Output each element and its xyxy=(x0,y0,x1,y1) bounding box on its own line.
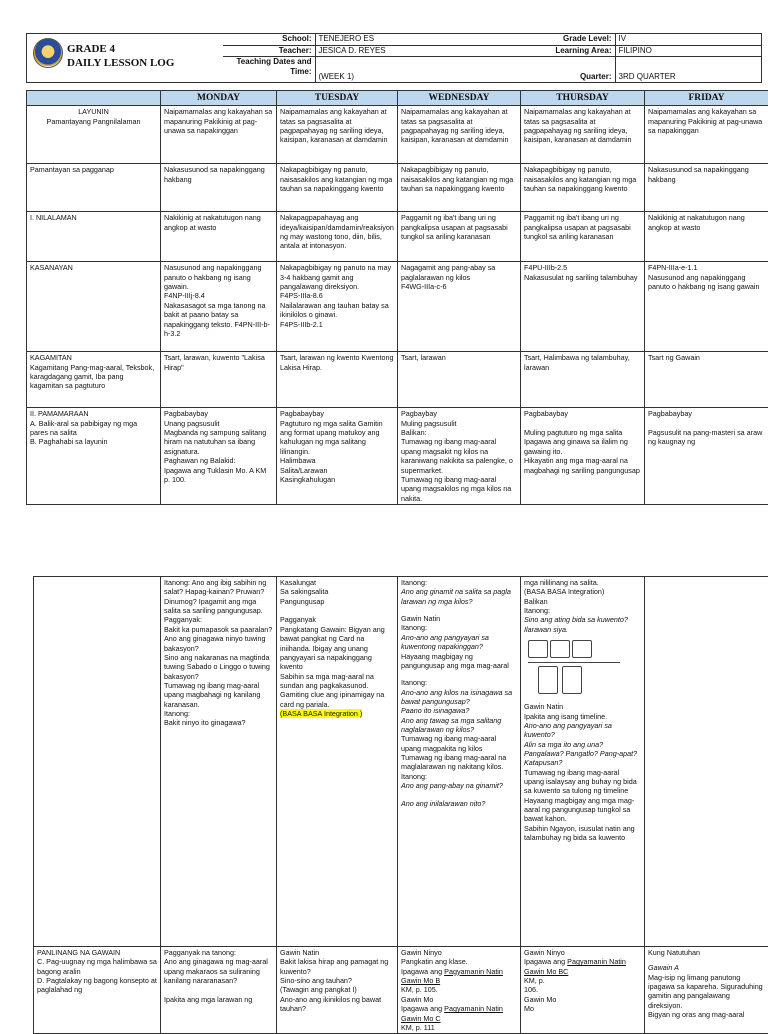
pw-u1: Pagyamanin Natin Gawin Mo B xyxy=(401,967,503,985)
cont-wed-line: Ano ang tawag sa mga salitang naglalarawan ng kilos? xyxy=(401,716,517,735)
lesson-cell: F4PN-IIIa-e-1.1 Nasusunod ang napakinggang panuto o hakbang ng isang gawain xyxy=(645,262,768,352)
cont-thu-line: Ano-ano ang pangyayari sa kuwento? xyxy=(524,721,641,740)
panlinang-monday: Pagganyak na tanong: Ano ang ginagawa ng mag-aaral upang makaraos sa suliraning kanilang nararanasan? Ipakita ang mga larawan ng xyxy=(161,947,277,1034)
lesson-cell: Nakapagbibigay ng panuto, naisasakilos ang katangian ng mga tauhan sa napakinggang kwento xyxy=(277,164,398,212)
cont-wed-line: Hayaang magbigay ng pangungusap ang mga mag-aaral xyxy=(401,652,517,671)
cont-thu-line: Hayaang magbigay ang mga mag-aaral ng pangungusap tungkol sa bawat kahon. xyxy=(524,796,641,824)
cont-thu-line: Ipakita ang isang timeline. xyxy=(524,712,641,721)
cont-wed-line: Ano ang pang-abay na ginamit? xyxy=(401,781,517,790)
corner-cell xyxy=(27,91,161,106)
day-header: FRIDAY xyxy=(645,91,768,106)
cont-wed-line: Itanong: xyxy=(401,772,517,781)
panlinang-table xyxy=(33,946,768,1034)
lesson-cell: Pagbabaybay Muling pagtuturo ng mga salita Ipagawa ang ginawa sa ilalim ng gawaing ito. Hikayatin ang mga mag-aaral na magbahagi ng sariling pangungusap xyxy=(521,408,645,505)
day-header: MONDAY xyxy=(161,91,277,106)
cont-thursday-text: mga nililinang na salita. (BASA BASA Integration) Balikan Itanong: xyxy=(524,578,641,615)
row-label: Pamantayan sa pagganap xyxy=(27,164,161,212)
lesson-cell: Pagbabaybay Unang pagsusulit Magbanda ng sampung salitang hiram na natutuhan sa ibang asignatura. Paghawan ng Balakid: Ipagawa ang Tuklasin Mo. A KM p. 100. xyxy=(161,408,277,505)
teacher-label: Teacher: xyxy=(223,45,315,57)
lesson-cell: Nagagamit ang pang-abay sa paglalarawan ng kilos F4WG-IIIa-c-6 xyxy=(398,262,521,352)
cont-wed-line: Ano ang ginamit na salita sa pagla larawan ng mga kilos? xyxy=(401,587,517,606)
dates-label: Teaching Dates and Time: xyxy=(223,57,315,82)
lesson-cell: Naipamamalas ang kakayahan at tatas sa pagsasalita at pagpapahayag ng sariling ideya, kaisipan, karanasan at damdamin xyxy=(521,106,645,164)
row-label: I. NILALAMAN xyxy=(27,212,161,262)
panlinang-thursday xyxy=(521,947,645,1034)
log-title: DAILY LESSON LOG xyxy=(67,57,174,71)
day-header-row xyxy=(27,91,768,106)
pw-u2: Pagyamanin Natin Gawin Mo C xyxy=(401,1004,503,1022)
timeline-diagram xyxy=(524,640,624,696)
lesson-cell: Nakapagbibigay ng panuto, naisasakilos ang katangian ng mga tauhan sa napakinggang kwento xyxy=(398,164,521,212)
title-block xyxy=(67,43,174,71)
lesson-table xyxy=(26,90,768,505)
lesson-cell: Nakikinig at nakatutugon nang angkop at wasto xyxy=(645,212,768,262)
lesson-cell: Naipamamalas ang kakayahan at tatas sa pagsasalita at pagpapahayag ng sariling ideya, kaisipan, karanasan at damdamin xyxy=(277,106,398,164)
lesson-cell: Tsart, larawan xyxy=(398,352,521,408)
lesson-cell: Tsart, Halimbawa ng talambuhay, larawan xyxy=(521,352,645,408)
cont-wed-line: Gawin Natin xyxy=(401,614,517,623)
day-header: TUESDAY xyxy=(277,91,398,106)
cont-tuesday-text: Kasalungat Sa sakingsalita Pangungusap Pagganyak Pangkatang Gawain: Bigyan ang bawat pangkat ng Card na iniihanda. Ibigay ang unang pangyayari sa napakinggang kwento Sabihin sa mga mag-aaral na sundan ang pagkakasunod. Gamiting clue ang ipinamigay na card ng pariala. xyxy=(280,578,394,709)
school-label: School: xyxy=(223,34,315,46)
cont-wed-line: Ano-ano ang kilos na isinagawa sa bawat pangungusap? xyxy=(401,688,517,707)
lesson-cell: Naipamamalas ang kakayahan sa mapanuring Pakikinig at pag-unawa sa napakinggan xyxy=(161,106,277,164)
quarter-value: 3RD QUARTER xyxy=(615,57,762,82)
lesson-row xyxy=(27,352,768,408)
day-header: THURSDAY xyxy=(521,91,645,106)
panlinang-wednesday xyxy=(398,947,521,1034)
lesson-cell: Nasusunod ang napakinggang panuto o hakbang ng isang gawain. F4NP-IIIj-8.4 Nakasasagot sa mga tanong na bakit at paano batay sa napakinggang teksto. F4PN-III-b-h-3.2 xyxy=(161,262,277,352)
cont-wed-line xyxy=(401,606,517,614)
basa-integration-highlight: (BASA BASA Integration ) xyxy=(280,709,362,718)
row-label: II. PAMAMARAAN A. Balik-aral sa pabibigay ng mga pares na salita B. Paghahabi sa layunin xyxy=(27,408,161,505)
lesson-cell: Paggamit ng iba't ibang uri ng pangkalipsa usapan at pagsasabi tungkol sa ariling karanasan xyxy=(521,212,645,262)
timeline-box xyxy=(572,640,592,658)
cont-wed-line xyxy=(401,791,517,799)
lesson-cell: Tsart ng Gawain xyxy=(645,352,768,408)
day-header: WEDNESDAY xyxy=(398,91,521,106)
pf-text: Mag-isip ng limang panutong ipagawa sa kapareha. Siguraduhing gamitin ang pangalawang direksiyon. Bigyan ng oras ang mag-aaral xyxy=(648,973,765,1020)
lesson-cell: Pagbabaybay Pagtuturo ng mga salita Gamitin ang format upang matukoy ang kahulugan ng mga salitang lilinangin. Halimbawa Salita/Larawan Kasingkahulugan xyxy=(277,408,398,505)
timeline-line xyxy=(528,662,620,663)
cont-friday xyxy=(645,577,768,947)
grade-title: GRADE 4 xyxy=(67,43,174,57)
cont-tuesday xyxy=(277,577,398,947)
cont-thu-line: Sabihin Ngayon, isusulat natin ang talambuhay ng bida sa kuwento xyxy=(524,824,641,843)
lesson-row xyxy=(27,408,768,505)
grade-level-label: Grade Level: xyxy=(505,34,615,46)
lesson-cell: Pagbaybay Muling pagsusulit Balikan: Tumawag ng ibang mag-aaral upang magsakit ng kilos na karaniwang nakikita sa palengke, o supermarket. Tumawag ng ibang mag-aaral upang magsakilos ng mga kilos na nakita. xyxy=(398,408,521,505)
cont-label-cell xyxy=(34,577,161,947)
cont-wed-line: Tumawag ng ibang mag-aaral upang magpakita ng kilos xyxy=(401,734,517,753)
pw-post: KM, p. 111 xyxy=(401,1023,435,1032)
timeline-box xyxy=(528,640,548,658)
cont-thu-line: Alin sa mga ito ang una? Pangalawa? Pangatlo? Pang-apat? Katapusan? xyxy=(524,740,641,768)
week-value: (WEEK 1) xyxy=(315,57,505,82)
cont-wed-line xyxy=(401,670,517,678)
row-label: KASANAYAN xyxy=(27,262,161,352)
cont-thu-line: Gawin Natin xyxy=(524,702,641,711)
row-label: KAGAMITAN Kagamitang Pang-mag-aaral, Teksbok, karagdagang gamit, Iba pang kagamitan sa pagtuturo xyxy=(27,352,161,408)
cont-wed-line: Itanong: xyxy=(401,578,517,587)
quarter-label: Quarter: xyxy=(505,57,615,82)
panlinang-tuesday: Gawin Natin Bakit lakisa hirap ang pamagat ng kuwento? Sino-sino ang tauhan? (Tawagin ang pangkat I) Ano-ano ang ikinikilos ng bawat tauhan? xyxy=(277,947,398,1034)
teacher-value: JESICA D. REYES xyxy=(315,45,505,57)
cont-wed-line: Ano ang inilalarawan nito? xyxy=(401,799,517,808)
cont-wednesday xyxy=(398,577,521,947)
row-label: LAYUNIN Pamantayang Pangnilalaman xyxy=(27,106,161,164)
lesson-row xyxy=(27,262,768,352)
pt-post: KM, p. 106. Gawin Mo Mo xyxy=(524,976,556,1013)
cont-wed-line: Ano-ano ang pangyayari sa kuwentong napakinggan? xyxy=(401,633,517,652)
timeline-box xyxy=(562,666,582,694)
cont-thursday xyxy=(521,577,645,947)
lesson-row xyxy=(27,164,768,212)
cont-wed-line: Paano ito isinagawa? xyxy=(401,706,517,715)
pt-u: Pagyamanin Natin Gawin Mo BC xyxy=(524,957,626,975)
header-block xyxy=(26,33,762,83)
lesson-row xyxy=(27,212,768,262)
lesson-cell: F4PU-IIIb-2.5 Nakasusulat ng sariling talambuhay xyxy=(521,262,645,352)
pt-pre: Gawin Ninyo Ipagawa ang xyxy=(524,948,567,966)
lesson-cell: Naipamamalas ang kakayahan sa mapanuring Pakikinig at pag-unawa sa napakinggan xyxy=(645,106,768,164)
panlinang-row xyxy=(34,947,768,1034)
lesson-cell: Pagbabaybay Pagsusulit na pang-masteri sa araw ng kaugnay ng xyxy=(645,408,768,505)
lesson-cell: Nakasusunod sa napakinggang hakbang xyxy=(645,164,768,212)
continuation-table xyxy=(33,576,768,947)
timeline-box xyxy=(538,666,558,694)
cont-monday: Itanong: Ano ang ibig sabihin ng salat? Hapag-kainan? Pruwan? Dinumog? Ipagamit ang mga salita sa sariling pangungusap. Pagganyak: Bakit ka pumapasok sa paaralan? Ano ang ginagawa ninyo tuwing bakasyon? Sino ang nakaranas na magtinda tuwing Sabado o Linggo o tuwing bakasyon? Tumawag ng ibang mag-aaral upang magbahagi ng kanilang karanasan. Itanong: Bakit ninyo ito ginagawa? xyxy=(161,577,277,947)
lesson-cell: Tsart, larawan, kuwento "Lakisa Hirap" xyxy=(161,352,277,408)
timeline-box xyxy=(550,640,570,658)
lesson-cell: Nakasusunod sa napakinggang hakbang xyxy=(161,164,277,212)
panlinang-friday xyxy=(645,947,768,1034)
grade-level-value: IV xyxy=(615,34,762,46)
continuation-row xyxy=(34,577,768,947)
cont-thursday-steps xyxy=(524,702,641,842)
area-label: Learning Area: xyxy=(505,45,615,57)
lesson-cell: Nakapagbibigay ng panuto, naisasakilos ang katangian ng mga tauhan sa napakinggang kwento xyxy=(521,164,645,212)
cont-wed-line: Itanong: xyxy=(401,623,517,632)
cont-thu-line: Tumawag ng ibang mag-aaral upang isalaysay ang buhay ng bida sa kuwento sa tulong ng timeline xyxy=(524,768,641,796)
school-value: TENEJERO ES xyxy=(315,34,505,46)
pw-mid: KM, p. 105. Gawin Mo Ipagawa ang xyxy=(401,985,444,1013)
pw-pre: Gawin Ninyo Pangkatin ang klase. Ipagawa ang xyxy=(401,948,468,976)
cont-wed-line: Itanong: xyxy=(401,678,517,687)
deped-seal-icon xyxy=(33,38,63,68)
pf-title: Kung Natutuhan xyxy=(648,948,765,957)
lesson-cell: Nakapagbibigay ng panuto na may 3-4 hakbang gamit ang pangalawang direksiyon. F4PS-IIIa-8.6 Nailalarawan ang tauhan batay sa ikinikilos o ginawi. F4PS-IIIb-2.1 xyxy=(277,262,398,352)
cont-thursday-question: Sino ang ating bida sa kuwento? Ilarawan siya. xyxy=(524,615,641,634)
area-value: FILIPINO xyxy=(615,45,762,57)
lesson-cell: Nakapagpapahayag ang ideya/kaisipan/damdamin/reaksiyon ng may wastong tono, diin, bilis, antala at intonasyon. xyxy=(277,212,398,262)
lesson-cell: Naipamamalas ang kakayahan at tatas sa pagsasalita at pagpapahayag ng sariling ideya, kaisipan, karanasan at damdamin xyxy=(398,106,521,164)
lesson-cell: Tsart, larawan ng kwento Kwentong Lakisa Hirap. xyxy=(277,352,398,408)
header-meta-table xyxy=(223,33,762,82)
lesson-row xyxy=(27,106,768,164)
lesson-cell: Nakikinig at nakatutugon nang angkop at wasto xyxy=(161,212,277,262)
panlinang-label: PANLINANG NA GAWAIN C. Pag-uugnay ng mga halimbawa sa bagong aralin D. Pagtalakay ng bagong konsepto at paglalahad ng xyxy=(34,947,161,1034)
cont-wed-line: Tumawag ng ibang mag-aaral na maglalarawan ng nakitang kilos. xyxy=(401,753,517,772)
pf-gawain: Gawain A xyxy=(648,963,765,972)
lesson-cell: Paggamit ng iba't ibang uri ng pangkalipsa usapan at pagsasabi tungkol sa ariling karanasan xyxy=(398,212,521,262)
